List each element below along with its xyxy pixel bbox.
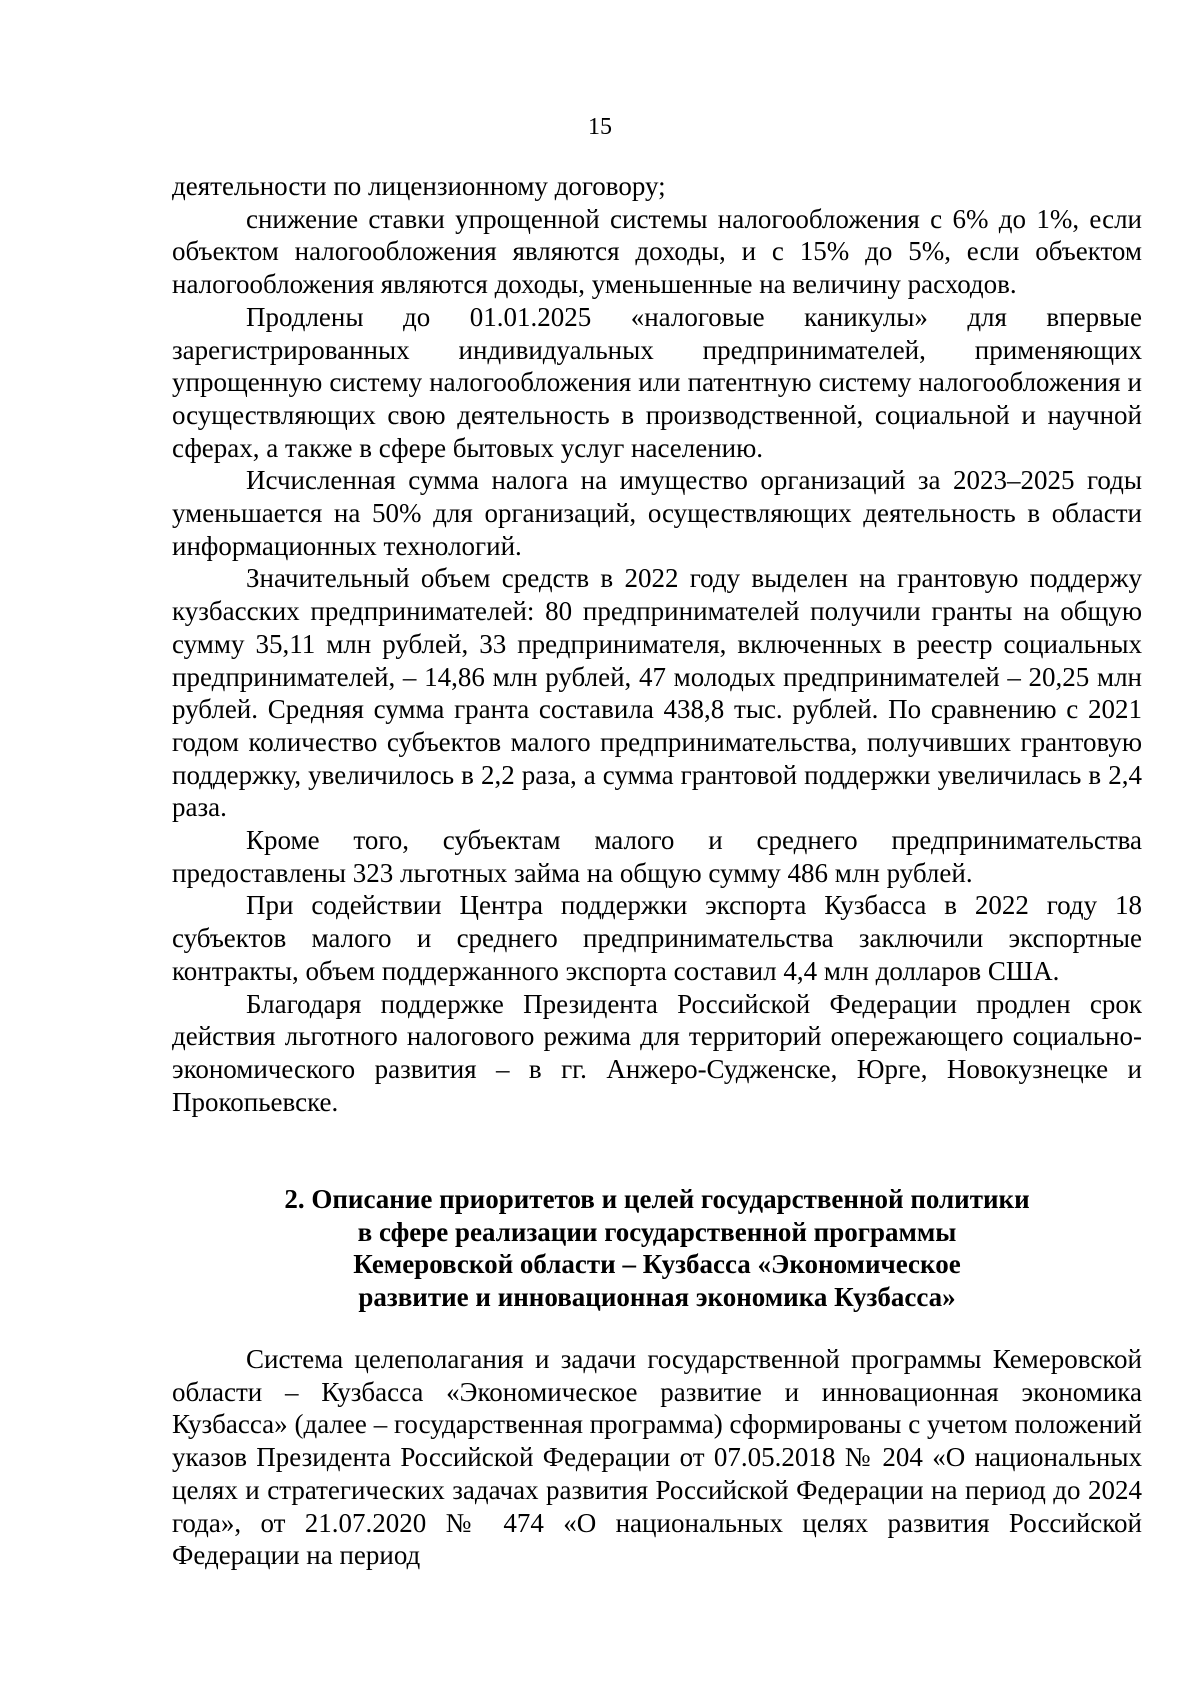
paragraph: снижение ставки упрощенной системы налогообложения с 6% до 1%, если объектом налогообложения являются доходы, и с 15% до 5%, если объектом налогообложения являются доходы, уменьшенные на величину расходов. (172, 203, 1142, 300)
body-text-bottom (172, 1343, 1142, 1572)
paragraph: Благодаря поддержке Президента Российской Федерации продлен срок действия льготного налогового режима для территорий опережающего социально-экономического развития – в гг. Анжеро-Судженске, Юрге, Новокузнецке и Прокопьевске. (172, 988, 1142, 1117)
page-number: 15 (588, 114, 612, 140)
paragraph: Система целеполагания и задачи государственной программы Кемеровской области – Кузбасса «Экономическое развитие и инновационная экономика Кузбасса» (далее – государственная программа) сформированы с учетом положений указов Президента Российской Федерации от 07.05.2018 № 204 «О национальных целях и стратегических задачах развития Российской Федерации на период до 2024 года», от 21.07.2020 № 474 «О национальных целях развития Российской Федерации на период (172, 1344, 1142, 1571)
paragraph: деятельности по лицензионному договору; (172, 171, 666, 201)
section-heading-line: развитие и инновационная экономика Кузбасса» (358, 1282, 956, 1313)
paragraph: Исчисленная сумма налога на имущество организаций за 2023–2025 годы уменьшается на 50% для организаций, осуществляющих деятельность в области информационных технологий. (172, 465, 1142, 561)
body-text-top (172, 170, 1142, 1118)
paragraph: Продлены до 01.01.2025 «налоговые каникулы» для впервые зарегистрированных индивидуальных предпринимателей, применяющих упрощенную систему налогообложения или патентную систему налогообложения и осуществляющих свою деятельность в производственной, социальной и научной сферах, а также в сфере бытовых услуг населению. (172, 301, 1142, 463)
section-heading-line: Кемеровской области – Кузбасса «Экономическое (353, 1249, 961, 1280)
section-heading-line: в сфере реализации государственной программы (357, 1216, 957, 1247)
section-heading-line: 2. Описание приоритетов и целей государственной политики (284, 1184, 1030, 1214)
paragraph: Кроме того, субъектам малого и среднего предпринимательства предоставлены 323 льготных займа на общую сумму 486 млн рублей. (172, 825, 1142, 888)
section-heading (172, 1183, 1142, 1314)
paragraph: Значительный объем средств в 2022 году выделен на грантовую поддержу кузбасских предпринимателей: 80 предпринимателей получили гранты на общую сумму 35,11 млн рублей, 33 предпринимателя, включенных в реестр социальных предпринимателей, – 14,86 млн рублей, 47 молодых предпринимателей – 20,25 млн рублей. Средняя сумма гранта составила 438,8 тыс. рублей. По сравнению с 2021 годом количество субъектов малого предпринимательства, получивших грантовую поддержку, увеличилось в 2,2 раза, а сумма грантовой поддержки увеличилась в 2,4 раза. (172, 563, 1142, 823)
paragraph: При содействии Центра поддержки экспорта Кузбасса в 2022 году 18 субъектов малого и среднего предпринимательства заключили экспортные контракты, объем поддержанного экспорта составил 4,4 млн долларов США. (172, 890, 1142, 986)
